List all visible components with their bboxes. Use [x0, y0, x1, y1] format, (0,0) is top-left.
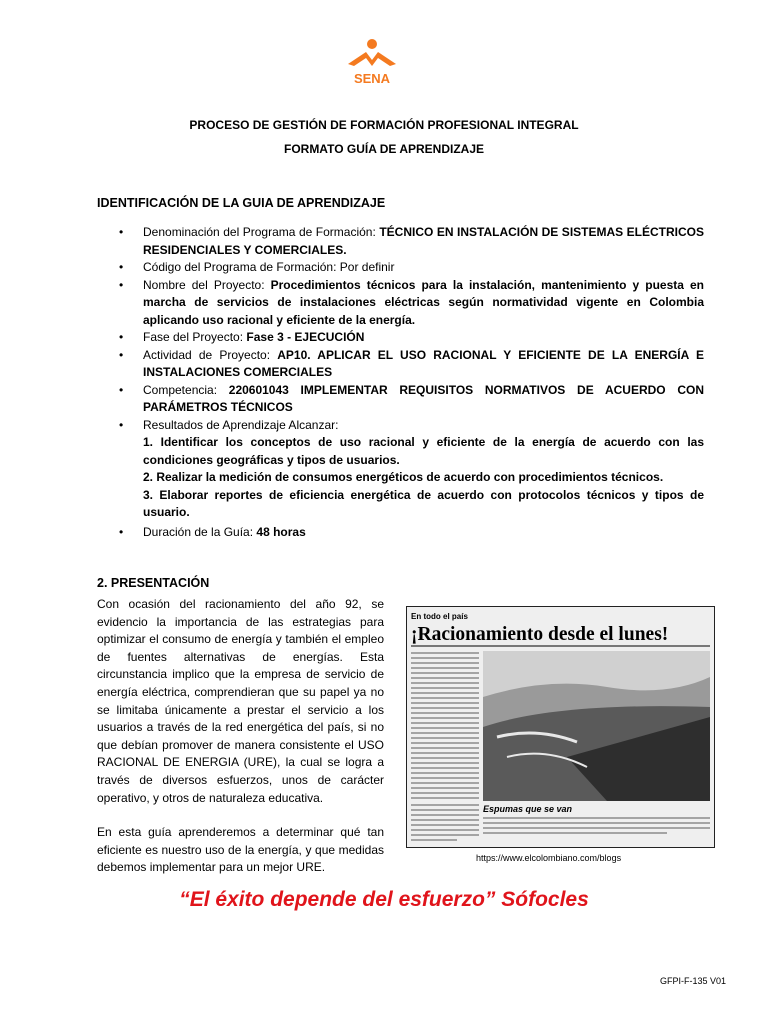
- learning-results: [143, 434, 704, 522]
- image-source-caption: https://www.elcolombiano.com/blogs: [476, 853, 622, 863]
- presentation-paragraph-1: Con ocasión del racionamiento del año 92, se evidencio la importancia de las estrategias para optimizar el consumo de energía y también el empleo de fuentes alternativas de energías. Esta circunstancia implico que la empresa de servicio de energía eléctrica, comprendieran que su papel ya no se limitaba únicamente a prestar el servicio a los usuarios a través de la red energética del país, si no que debían promover de manera consistente el USO RACIONAL DE ENERGIA (URE), la cual se logra a través de diversos esfuerzos, unos de carácter operativo, y otros de naturaleza educativa.: [97, 597, 384, 805]
- result-item: 1. Identificar los conceptos de uso racional y eficiente de la energía de acuerdo con las condiciones geográficas y tipos de usuarios.: [143, 435, 704, 467]
- list-item: • Código del Programa de Formación: Por definir: [119, 260, 395, 274]
- list-item: • Fase del Proyecto: Fase 3 - EJECUCIÓN: [119, 330, 365, 344]
- newspaper-headline: ¡Racionamiento desde el lunes!: [411, 624, 669, 645]
- list-item: • Nombre del Proyecto: Procedimientos técnicos para la instalación, mantenimiento y puesta en marcha de servicios de instalaciones eléctricas según normatividad vigente en Colombia aplicando uso racional y eficiente de la energía.: [119, 277, 704, 327]
- list-item: • Denominación del Programa de Formación: TÉCNICO EN INSTALACIÓN DE SISTEMAS ELÉCTRICOS RESIDENCIALES Y COMERCIALES.: [119, 225, 704, 257]
- section-1-title: IDENTIFICACIÓN DE LA GUIA DE APRENDIZAJE: [97, 196, 386, 210]
- list-item: • Duración de la Guía: 48 horas: [119, 524, 306, 539]
- presentation-text: [97, 596, 384, 894]
- sena-logo: [342, 36, 402, 96]
- section-2-title: 2. PRESENTACIÓN: [97, 576, 210, 590]
- logo-text: SENA: [353, 71, 391, 86]
- header-line-1: PROCESO DE GESTIÓN DE FORMACIÓN PROFESIONAL INTEGRAL: [189, 118, 579, 132]
- result-item: 2. Realizar la medición de consumos energéticos de acuerdo con procedimientos técnicos.: [143, 470, 664, 484]
- quote: “El éxito depende del esfuerzo” Sófocles: [179, 888, 589, 911]
- sena-logo-icon: [342, 36, 402, 96]
- result-item: 3. Elaborar reportes de eficiencia energética de acuerdo con protocolos técnicos y tipos de usuario.: [143, 487, 704, 519]
- footer-code: GFPI-F-135 V01: [660, 976, 727, 986]
- newspaper-kicker: En todo el país: [411, 612, 468, 621]
- photo-caption: Espumas que se van: [483, 804, 573, 814]
- newspaper-clipping-image: [406, 606, 715, 848]
- header-line-2: FORMATO GUÍA DE APRENDIZAJE: [283, 142, 484, 156]
- presentation-paragraph-2: En esta guía aprenderemos a determinar qué tan eficiente es nuestro uso de la energía, y que medidas debemos implementar para un mejor URE.: [97, 825, 384, 875]
- list-item: • Competencia: 220601043 IMPLEMENTAR REQUISITOS NORMATIVOS DE ACUERDO CON PARÁMETROS TÉCNICOS: [119, 382, 705, 414]
- list-item: • Actividad de Proyecto: AP10. APLICAR EL USO RACIONAL Y EFICIENTE DE LA ENERGÍA E INSTALACIONES COMERCIALES: [119, 347, 704, 379]
- identification-list: [97, 224, 704, 541]
- list-item: • Resultados de Aprendizaje Alcanzar: 1. Identificar los conceptos de uso racional y eficiente de la energía de acuerdo con las condiciones geográficas y tipos de usuarios. 2. Realizar la medición de consumos energéticos de acuerdo con procedimientos técnicos. 3. Elaborar reportes de eficiencia energética de acuerdo con protocolos técnicos y tipos de usuario.: [97, 417, 704, 522]
